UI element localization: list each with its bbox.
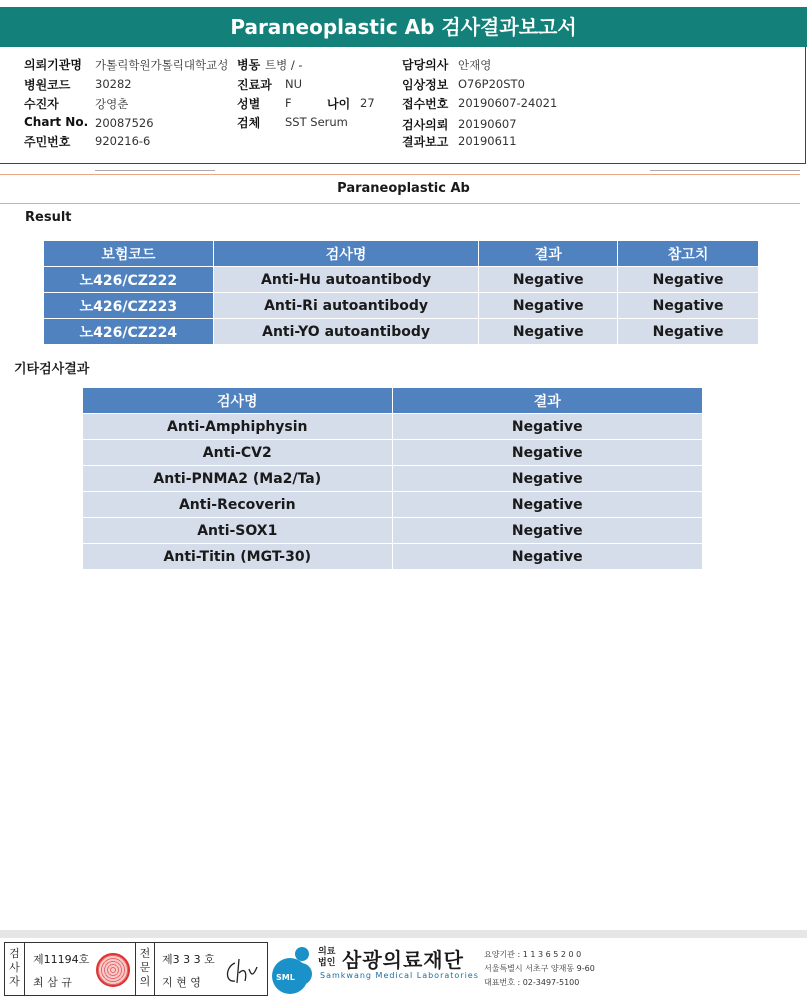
test-result: Negative xyxy=(392,414,702,440)
column-header: 검사명 xyxy=(83,388,393,414)
test-result: Negative xyxy=(392,544,702,570)
label-request-date: 검사의뢰 xyxy=(402,118,449,132)
table-row xyxy=(83,414,703,440)
specialist-label: 전문의 xyxy=(135,943,155,995)
label-department: 진료과 xyxy=(237,78,272,92)
label-specimen: 검체 xyxy=(237,116,261,130)
label-hospital-code: 병원코드 xyxy=(24,78,71,92)
logo-dot-icon xyxy=(295,947,309,961)
test-name: Anti-CV2 xyxy=(83,440,393,466)
value-report-date: 20190611 xyxy=(458,134,517,148)
table-row xyxy=(83,466,703,492)
specialist-license: 제3 3 3 호 xyxy=(162,953,215,966)
examiner-license: 제11194호 xyxy=(33,953,90,966)
test-name: Anti-Recoverin xyxy=(83,492,393,518)
label-ward: 병동 xyxy=(237,58,261,72)
test-result: Negative xyxy=(479,293,618,319)
table-row xyxy=(83,440,703,466)
other-results-table xyxy=(82,387,703,570)
test-result: Negative xyxy=(392,440,702,466)
table-header-row xyxy=(44,241,759,267)
value-receipt-no: 20190607-24021 xyxy=(458,96,558,110)
insurance-code: 노426/CZ222 xyxy=(44,267,214,293)
table-row xyxy=(83,518,703,544)
org-english-name: Samkwang Medical Laboratories xyxy=(320,971,479,980)
result-table xyxy=(43,240,759,345)
value-patient: 강영춘 xyxy=(95,97,129,111)
test-result: Negative xyxy=(392,466,702,492)
label-sex: 성별 xyxy=(237,97,261,111)
label-report-date: 결과보고 xyxy=(402,135,449,149)
org-prefix: 의료법인 xyxy=(318,947,336,968)
phone: 대표번호 : 02-3497-5100 xyxy=(484,978,580,987)
value-hospital-code: 30282 xyxy=(95,77,132,91)
column-header: 결과 xyxy=(392,388,702,414)
divider xyxy=(95,170,215,171)
value-request-date: 20190607 xyxy=(458,117,517,131)
test-name: Anti-Ri autoantibody xyxy=(213,293,479,319)
label-institution: 의뢰기관명 xyxy=(24,58,82,72)
section-divider-bottom xyxy=(0,203,800,204)
column-header: 보험코드 xyxy=(44,241,214,267)
value-ward: 트병 / - xyxy=(265,58,303,72)
examiner-name: 최 삼 규 xyxy=(33,976,72,989)
other-results-heading: 기타검사결과 xyxy=(14,362,90,377)
table-row xyxy=(44,293,759,319)
column-header: 참고치 xyxy=(618,241,759,267)
test-name: Anti-Hu autoantibody xyxy=(213,267,479,293)
column-header: 검사명 xyxy=(213,241,479,267)
label-receipt-no: 접수번호 xyxy=(402,97,449,111)
table-header-row xyxy=(83,388,703,414)
label-patient: 수진자 xyxy=(24,97,59,111)
test-name: Anti-Titin (MGT-30) xyxy=(83,544,393,570)
test-name: Anti-SOX1 xyxy=(83,518,393,544)
insurance-code: 노426/CZ224 xyxy=(44,319,214,345)
label-doctor: 담당의사 xyxy=(402,58,449,72)
section-divider-top xyxy=(0,174,800,175)
divider xyxy=(650,170,800,171)
test-name: Anti-Amphiphysin xyxy=(83,414,393,440)
address: 서울특별시 서초구 양재동 9-60 xyxy=(484,964,595,973)
value-chart-no: 20087526 xyxy=(95,116,154,130)
column-header: 결과 xyxy=(479,241,618,267)
specialist-name: 지 현 영 xyxy=(162,976,201,989)
label-clinical-info: 임상정보 xyxy=(402,78,449,92)
value-doctor: 안재영 xyxy=(458,58,492,72)
table-row xyxy=(83,544,703,570)
footer-separator xyxy=(0,930,807,938)
insurance-code: 노426/CZ223 xyxy=(44,293,214,319)
report-title: Paraneoplastic Ab 검사결과보고서 xyxy=(0,7,807,47)
reference-value: Negative xyxy=(618,319,759,345)
logo-text: SML xyxy=(276,973,295,982)
test-result: Negative xyxy=(392,518,702,544)
value-institution: 가톨릭학원가톨릭대학교성 xyxy=(95,58,229,72)
section-title: Paraneoplastic Ab xyxy=(337,181,470,196)
value-department: NU xyxy=(285,77,303,91)
institution-code: 요양기관 : 1 1 3 6 5 2 0 0 xyxy=(484,950,582,959)
signature-box xyxy=(4,942,268,996)
label-age: 나이 xyxy=(327,97,351,111)
table-row xyxy=(44,319,759,345)
value-specimen: SST Serum xyxy=(285,115,348,129)
result-heading: Result xyxy=(25,210,72,225)
value-age: 27 xyxy=(360,96,375,110)
examiner-label: 검사자 xyxy=(5,943,25,995)
table-row xyxy=(44,267,759,293)
label-chart-no: Chart No. xyxy=(24,115,89,129)
reference-value: Negative xyxy=(618,267,759,293)
table-row xyxy=(83,492,703,518)
value-resident-no: 920216-6 xyxy=(95,134,151,148)
test-result: Negative xyxy=(479,319,618,345)
signature-icon xyxy=(223,955,261,985)
test-result: Negative xyxy=(392,492,702,518)
value-clinical-info: O76P20ST0 xyxy=(458,77,525,91)
test-name: Anti-PNMA2 (Ma2/Ta) xyxy=(83,466,393,492)
seal-stamp xyxy=(96,953,130,987)
reference-value: Negative xyxy=(618,293,759,319)
org-name: 삼광의료재단 xyxy=(342,948,464,972)
label-resident-no: 주민번호 xyxy=(24,135,71,149)
test-result: Negative xyxy=(479,267,618,293)
value-sex: F xyxy=(285,96,292,110)
test-name: Anti-YO autoantibody xyxy=(213,319,479,345)
